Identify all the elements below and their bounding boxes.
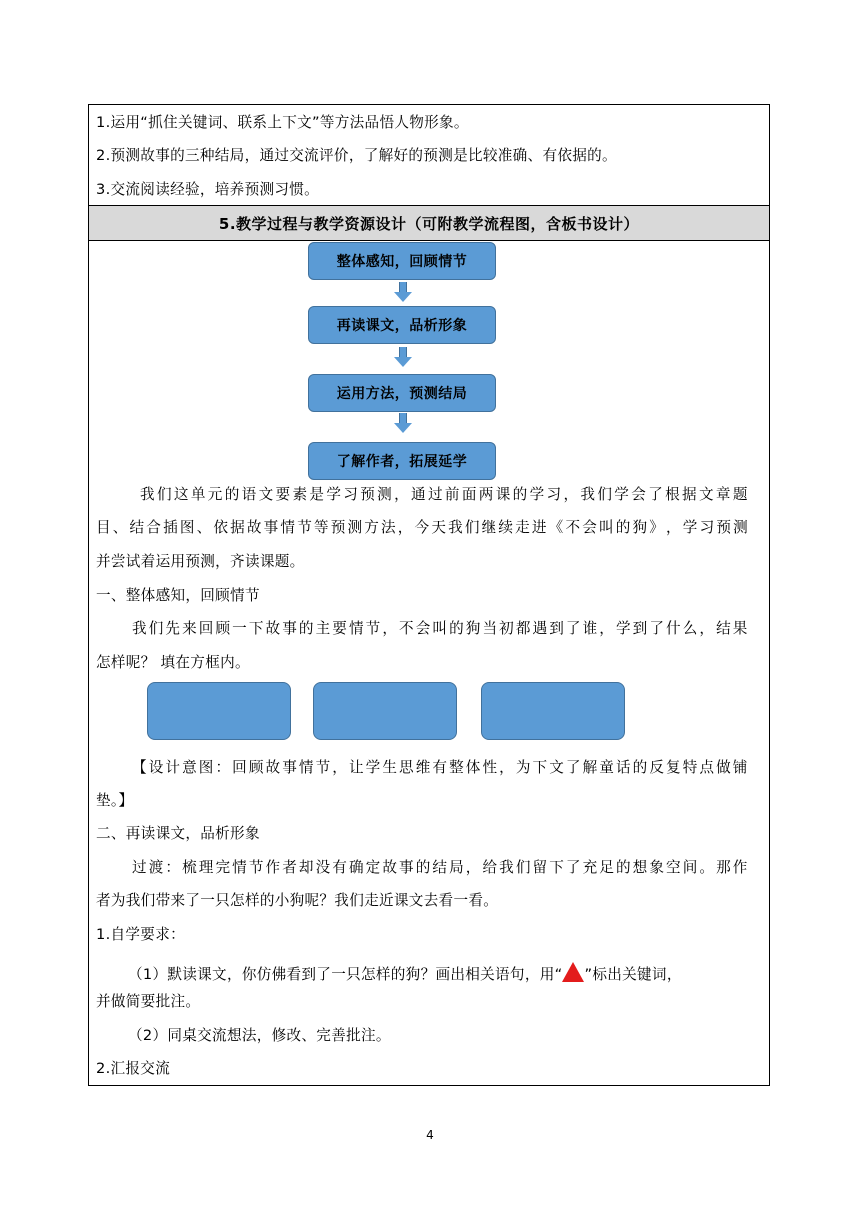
text-char: ， — [397, 519, 413, 536]
text-char: 今 — [414, 519, 430, 536]
text-char: 学 — [326, 486, 342, 503]
text-char: 们 — [597, 486, 613, 503]
text-char: 面 — [461, 486, 477, 503]
text-char: 这 — [173, 486, 189, 503]
intro-line-2 — [96, 518, 748, 538]
text-char: 想 — [632, 859, 648, 876]
text-char: 学 — [529, 486, 545, 503]
text-char: 们 — [515, 859, 531, 876]
text-char: 么 — [682, 620, 698, 637]
text-char: 都 — [515, 620, 531, 637]
text-char: 下 — [532, 759, 548, 776]
text-char: 《 — [548, 519, 564, 536]
text-char: ， — [563, 486, 579, 503]
flow-step-1-label: 整体感知，回顾情节 — [336, 254, 468, 270]
text-char: 者 — [282, 859, 298, 876]
text-char: 据 — [682, 486, 697, 503]
intro-line-1 — [140, 485, 748, 505]
text-char: 解 — [582, 759, 598, 776]
text-char: 遇 — [532, 620, 548, 637]
text-char: 铺 — [732, 759, 748, 776]
text-char: 的 — [615, 519, 631, 536]
text-char: 叫 — [432, 620, 448, 637]
text-char: 充 — [582, 859, 598, 876]
text-char: 情 — [280, 519, 296, 536]
text-char: 来 — [182, 620, 197, 637]
text-char: 、 — [112, 519, 128, 536]
heading-2: 二、再读课文，品析形象 — [96, 825, 260, 842]
text-char: 【 — [132, 759, 147, 776]
text-char: 会 — [582, 519, 598, 536]
text-char: 事 — [282, 759, 298, 776]
text-char: 结 — [432, 859, 448, 876]
text-char: 不 — [565, 519, 581, 536]
text-char: 做 — [716, 759, 731, 776]
flow-step-2-label: 再读课文，品析形象 — [336, 318, 468, 334]
text-char: ， — [382, 620, 398, 637]
red-triangle-icon — [562, 962, 584, 982]
report-heading: 2.汇报交流 — [96, 1060, 171, 1077]
text-char: 学 — [614, 486, 630, 503]
text-char: 测 — [733, 519, 748, 536]
text-char: 了 — [649, 620, 665, 637]
para1-line-1 — [132, 619, 748, 639]
text-char: 间 — [682, 859, 698, 876]
text-char: 维 — [415, 759, 431, 776]
text-char: 目 — [96, 519, 111, 536]
text-char: ， — [499, 759, 515, 776]
text-char: 那 — [716, 859, 731, 876]
design-intent-line-2: 垫。】 — [96, 792, 134, 809]
text-char: 们 — [464, 519, 480, 536]
text-char: 作 — [265, 859, 281, 876]
text-char: 节 — [248, 859, 264, 876]
text-char: 狗 — [465, 620, 481, 637]
text-char: 有 — [332, 859, 348, 876]
text-char: 顾 — [215, 620, 231, 637]
text-char: 我 — [448, 519, 463, 536]
text-char: 没 — [315, 859, 331, 876]
text-char: 了 — [565, 620, 581, 637]
heading-1: 一、整体感知，回顾情节 — [96, 587, 260, 604]
intro-line-3: 并尝试着运用预测，齐读课题。 — [96, 553, 305, 570]
text-char: 会 — [631, 486, 647, 503]
text-char: 会 — [415, 620, 431, 637]
text-char: 了 — [565, 759, 581, 776]
text-char: 据 — [230, 519, 246, 536]
text-char: 我 — [132, 620, 147, 637]
text-char: 主 — [315, 620, 331, 637]
text-char: 叫 — [598, 519, 614, 536]
text-char: 习 — [699, 519, 715, 536]
text-char: 给 — [482, 859, 498, 876]
text-char: 作 — [732, 859, 748, 876]
requirement-2: （2）同桌交流想法，修改、完善批注。 — [128, 1027, 391, 1044]
text-char: 到 — [632, 620, 648, 637]
text-char: 节 — [365, 620, 381, 637]
text-char: 图 — [179, 519, 195, 536]
text-char: 预 — [330, 519, 346, 536]
text-char: 反 — [649, 759, 665, 776]
text-char: 法 — [381, 519, 396, 536]
para1-line-2: 怎样呢？ 填在方框内。 — [96, 654, 250, 671]
text-char: 留 — [532, 859, 548, 876]
text-char: 测 — [377, 486, 393, 503]
text-char: 到 — [549, 620, 565, 637]
self-study-title: 1.自学要求： — [96, 926, 185, 943]
text-char: 节 — [315, 759, 331, 776]
requirement-1-line-1 — [128, 959, 682, 985]
text-char: 足 — [599, 859, 615, 876]
text-char: 先 — [165, 620, 181, 637]
text-char: 们 — [156, 486, 172, 503]
text-char: 却 — [298, 859, 314, 876]
text-char: 学 — [682, 519, 698, 536]
text-char: ， — [699, 620, 715, 637]
text-char: 定 — [365, 859, 381, 876]
text-char: 语 — [241, 486, 257, 503]
text-char: 文 — [698, 486, 714, 503]
text-char: 的 — [615, 859, 631, 876]
text-char: 童 — [599, 759, 615, 776]
text-char: 故 — [265, 759, 281, 776]
text-char: 为 — [515, 759, 531, 776]
text-char: 要 — [275, 486, 291, 503]
text-char: 继 — [481, 519, 497, 536]
flow-step-4-label: 了解作者，拓展延学 — [336, 454, 468, 470]
text-char: 点 — [699, 759, 715, 776]
text-char: ， — [465, 859, 481, 876]
text-char: ， — [394, 486, 409, 503]
text-char: 话 — [615, 759, 631, 776]
transition-line-2: 者为我们带来了一只怎样的小狗呢？我们走近课文去看一看。 — [96, 892, 499, 909]
text-char: 让 — [348, 759, 364, 776]
text-char: 下 — [248, 620, 264, 637]
text-char: 习 — [343, 486, 359, 503]
text-char: 事 — [282, 620, 298, 637]
text-char: 天 — [431, 519, 447, 536]
flow-step-4 — [308, 442, 496, 480]
text-char: 完 — [215, 859, 231, 876]
text-char: 特 — [682, 759, 698, 776]
text-char: 我 — [140, 486, 155, 503]
text-char: 我 — [580, 486, 596, 503]
text-char: 的 — [224, 486, 240, 503]
requirement-1-after: ”标出关键词， — [584, 966, 682, 983]
text-char: 情 — [232, 859, 248, 876]
text-char: 课 — [495, 486, 511, 503]
transition-line-1 — [132, 858, 748, 878]
fill-in-box-3 — [481, 682, 625, 740]
text-char: 结 — [129, 519, 145, 536]
text-char: 的 — [415, 859, 431, 876]
text-char: 下 — [549, 859, 565, 876]
text-char: ： — [165, 859, 181, 876]
text-char: 故 — [246, 519, 262, 536]
text-char: 整 — [449, 759, 464, 776]
text-char: 情 — [298, 759, 314, 776]
text-char: 回 — [198, 620, 214, 637]
text-char: 计 — [165, 759, 181, 776]
text-char: ， — [666, 519, 681, 536]
text-char: 续 — [498, 519, 514, 536]
flow-step-1 — [308, 242, 496, 280]
text-char: 》 — [649, 519, 665, 536]
text-char: 进 — [531, 519, 547, 536]
text-char: 有 — [432, 759, 448, 776]
text-char: 习 — [546, 486, 562, 503]
text-char: 。 — [699, 859, 715, 876]
text-char: 不 — [399, 620, 414, 637]
text-char: 合 — [146, 519, 162, 536]
text-char: 的 — [512, 486, 528, 503]
text-char: 是 — [309, 486, 325, 503]
objective-1: 1.运用“抓住关键词、联系上下文”等方法品悟人物形象。 — [96, 114, 469, 131]
text-char: 顾 — [248, 759, 264, 776]
section-header — [88, 205, 770, 241]
text-char: 测 — [347, 519, 363, 536]
text-char: 们 — [148, 620, 164, 637]
text-char: 走 — [515, 519, 531, 536]
text-char: 我 — [499, 859, 515, 876]
text-char: 事 — [399, 859, 414, 876]
text-char: 前 — [444, 486, 460, 503]
text-char: 体 — [465, 759, 481, 776]
text-char: 事 — [263, 519, 279, 536]
text-char: 故 — [265, 620, 281, 637]
objective-2: 2.预测故事的三种结局，通过交流评价，了解好的预测是比较准确、有依据的。 — [96, 147, 617, 164]
text-char: 当 — [482, 620, 498, 637]
fill-in-box-1 — [147, 682, 291, 740]
text-char: 复 — [666, 759, 681, 776]
text-char: 预 — [360, 486, 376, 503]
text-char: 初 — [499, 620, 515, 637]
text-char: 了 — [565, 859, 581, 876]
flow-step-3-label: 运用方法，预测结局 — [336, 386, 468, 402]
text-char: 过 — [427, 486, 443, 503]
text-char: 确 — [348, 859, 364, 876]
text-char: 空 — [666, 859, 681, 876]
text-char: 通 — [411, 486, 426, 503]
text-char: 故 — [382, 859, 398, 876]
text-char: 的 — [298, 620, 314, 637]
text-char: 素 — [292, 486, 308, 503]
text-char: 梳 — [182, 859, 197, 876]
text-char: 、 — [196, 519, 212, 536]
text-char: 性 — [482, 759, 498, 776]
text-char: ： — [215, 759, 231, 776]
text-char: 学 — [365, 759, 381, 776]
text-char: 方 — [364, 519, 380, 536]
text-char: 等 — [313, 519, 329, 536]
text-char: 果 — [732, 620, 748, 637]
text-char: 过 — [132, 859, 147, 876]
text-char: 情 — [348, 620, 364, 637]
text-char: 根 — [665, 486, 680, 503]
text-char: 的 — [449, 620, 464, 637]
text-char: 文 — [258, 486, 274, 503]
text-char: 学 — [615, 620, 631, 637]
requirement-1-before: （1）默读课文，你仿佛看到了一只怎样的狗？画出相关语句，用“ — [128, 966, 563, 983]
text-char: 元 — [207, 486, 223, 503]
flow-step-2 — [308, 306, 496, 344]
text-char: 狗 — [632, 519, 648, 536]
text-char: 要 — [332, 620, 348, 637]
text-char: 生 — [382, 759, 398, 776]
text-char: ， — [332, 759, 348, 776]
text-char: 单 — [190, 486, 206, 503]
objective-3: 3.交流阅读经验，培养预测习惯。 — [96, 181, 320, 198]
text-char: 章 — [715, 486, 731, 503]
text-char: 文 — [549, 759, 565, 776]
text-char: 谁 — [582, 620, 598, 637]
requirement-1-line-2: 并做简要批注。 — [96, 993, 201, 1010]
design-intent-line-1 — [132, 758, 748, 778]
fill-in-box-2 — [313, 682, 457, 740]
text-char: 节 — [297, 519, 313, 536]
text-char: 什 — [666, 620, 681, 637]
text-char: 局 — [449, 859, 464, 876]
text-char: 回 — [232, 759, 248, 776]
text-char: ， — [599, 620, 615, 637]
text-char: 象 — [649, 859, 665, 876]
text-char: 思 — [399, 759, 414, 776]
text-char: 图 — [198, 759, 214, 776]
text-char: 渡 — [148, 859, 164, 876]
text-char: 插 — [163, 519, 178, 536]
text-char: 题 — [732, 486, 748, 503]
text-char: 一 — [232, 620, 248, 637]
page-number: 4 — [426, 1128, 434, 1142]
text-char: 理 — [198, 859, 214, 876]
text-char: 依 — [213, 519, 229, 536]
text-char: 两 — [478, 486, 494, 503]
text-char: 预 — [716, 519, 732, 536]
flow-step-3 — [308, 374, 496, 412]
section-header-text: 5.教学过程与教学资源设计（可附教学流程图，含板书设计） — [218, 214, 640, 233]
text-char: 的 — [632, 759, 648, 776]
text-char: 结 — [716, 620, 731, 637]
text-char: 了 — [648, 486, 664, 503]
text-char: 设 — [148, 759, 164, 776]
text-char: 意 — [182, 759, 197, 776]
